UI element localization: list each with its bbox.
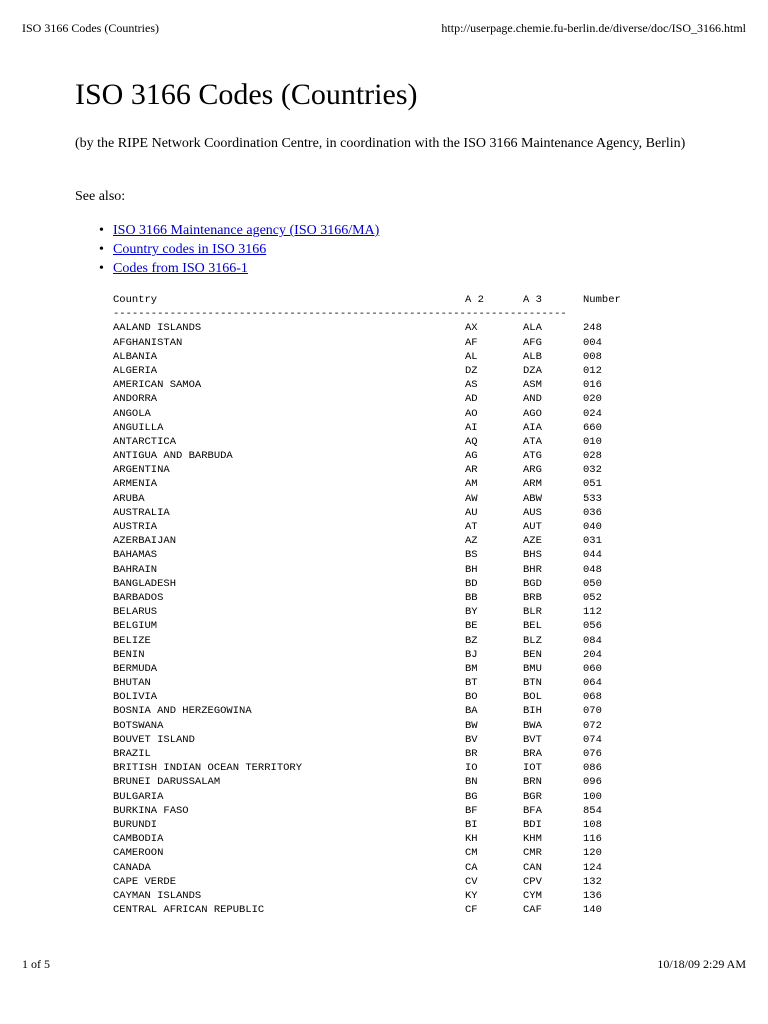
table-row [113, 648, 629, 662]
cell-number: 028 [583, 450, 602, 463]
cell-a3: ATG [523, 450, 542, 463]
cell-country: BHUTAN [113, 677, 151, 690]
cell-a2: BZ [465, 634, 478, 647]
cell-a3: BVT [523, 733, 542, 746]
cell-country: CAPE VERDE [113, 875, 177, 888]
cell-a2: AS [465, 379, 478, 392]
cell-a2: AG [465, 450, 478, 463]
see-also-links [75, 221, 379, 278]
cell-number: 048 [583, 563, 602, 576]
cell-number: 050 [583, 577, 602, 590]
cell-a3: BHS [523, 549, 542, 562]
table-header-row [113, 293, 629, 307]
code-table [113, 293, 629, 917]
cell-a3: BEN [523, 648, 542, 661]
cell-a2: BO [465, 691, 478, 704]
cell-a3: BDI [523, 818, 542, 831]
cell-country: ARMENIA [113, 478, 158, 491]
cell-a2: CV [465, 875, 478, 888]
table-row [113, 463, 629, 477]
cell-number: 132 [583, 875, 602, 888]
table-row [113, 591, 629, 605]
table-row [113, 548, 629, 562]
cell-a3: KHM [523, 833, 542, 846]
cell-a3: BOL [523, 691, 542, 704]
cell-a2: BD [465, 577, 478, 590]
cell-country: CAYMAN ISLANDS [113, 889, 202, 902]
table-row [113, 364, 629, 378]
cell-a3: BFA [523, 804, 542, 817]
cell-a3: BLR [523, 606, 542, 619]
cell-number: 120 [583, 847, 602, 860]
cell-number: 096 [583, 776, 602, 789]
cell-a2: CM [465, 847, 478, 860]
cell-a3: ARG [523, 464, 542, 477]
cell-number: 008 [583, 350, 602, 363]
cell-country: BAHRAIN [113, 563, 158, 576]
cell-a3: BWA [523, 719, 542, 732]
cell-number: 044 [583, 549, 602, 562]
cell-country: BOTSWANA [113, 719, 164, 732]
cell-number: 040 [583, 521, 602, 533]
table-row [113, 818, 629, 832]
cell-number: 248 [583, 322, 602, 335]
cell-a3: BMU [523, 662, 542, 675]
cell-number: 112 [583, 606, 602, 619]
cell-a3: CAN [523, 861, 542, 874]
table-row [113, 832, 629, 846]
intro-text: (by the RIPE Network Coordination Centre, in coordination with the ISO 3166 Maintenance Agency, Berlin) [75, 136, 686, 151]
cell-a3: BEL [523, 620, 542, 633]
cell-a3: AUS [523, 506, 542, 519]
cell-a3: BRA [523, 748, 542, 760]
print-header-title: ISO 3166 Codes (Countries) [22, 21, 159, 35]
cell-number: 116 [583, 833, 602, 846]
cell-a2: AL [465, 350, 478, 363]
link-codes-iso-3166-1[interactable]: Codes from ISO 3166-1 [113, 261, 248, 276]
cell-a3: ATA [523, 435, 542, 448]
cell-number: 100 [583, 790, 602, 803]
cell-a2: BA [465, 705, 478, 718]
cell-a2: AW [465, 492, 478, 505]
cell-number: 020 [583, 393, 602, 406]
cell-a2: CF [465, 904, 478, 917]
table-row [113, 662, 629, 676]
cell-country: ANGOLA [113, 407, 151, 420]
page-title: ISO 3166 Codes (Countries) [75, 78, 418, 111]
cell-a3: ASM [523, 379, 542, 392]
cell-country: AALAND ISLANDS [113, 322, 202, 335]
cell-country: CENTRAL AFRICAN REPUBLIC [113, 904, 265, 917]
table-row [113, 704, 629, 718]
cell-a3: AUT [523, 521, 542, 533]
cell-a3: BLZ [523, 634, 542, 647]
cell-a3: CYM [523, 889, 542, 902]
cell-number: 108 [583, 818, 602, 831]
cell-a2: BJ [465, 648, 478, 661]
link-item [75, 221, 379, 240]
cell-country: BURUNDI [113, 818, 158, 831]
cell-a2: IO [465, 762, 478, 775]
cell-country: ANGUILLA [113, 421, 164, 434]
print-footer-page: 1 of 5 [22, 957, 50, 971]
cell-a2: BY [465, 606, 478, 619]
table-row [113, 889, 629, 903]
cell-country: BURKINA FASO [113, 804, 189, 817]
table-row [113, 804, 629, 818]
print-header-url: http://userpage.chemie.fu-berlin.de/diverse/doc/ISO_3166.html [441, 21, 746, 35]
table-row [113, 336, 629, 350]
table-row [113, 506, 629, 520]
cell-number: 032 [583, 464, 602, 477]
cell-a3: DZA [523, 364, 542, 377]
cell-a2: BS [465, 549, 478, 562]
cell-country: BELGIUM [113, 620, 158, 633]
cell-number: 010 [583, 435, 602, 448]
print-footer-datetime: 10/18/09 2:29 AM [657, 957, 746, 971]
cell-a3: ARM [523, 478, 542, 491]
table-row [113, 761, 629, 775]
table-row [113, 790, 629, 804]
cell-number: 024 [583, 407, 602, 420]
cell-number: 660 [583, 421, 602, 434]
cell-country: BELIZE [113, 634, 151, 647]
cell-country: ANTARCTICA [113, 435, 177, 448]
cell-country: BELARUS [113, 606, 158, 619]
cell-country: ALGERIA [113, 364, 158, 377]
cell-a3: BRB [523, 591, 542, 604]
table-row [113, 435, 629, 449]
table-row [113, 520, 629, 534]
cell-a3: BHR [523, 563, 542, 576]
cell-number: 052 [583, 591, 602, 604]
cell-a3: AIA [523, 421, 542, 434]
cell-a2: BB [465, 591, 478, 604]
cell-number: 004 [583, 336, 602, 349]
cell-number: 074 [583, 733, 602, 746]
cell-a2: AQ [465, 435, 478, 448]
table-row [113, 477, 629, 491]
cell-a2: KH [465, 833, 478, 846]
cell-number: 036 [583, 506, 602, 519]
bullet-icon: • [99, 223, 104, 238]
cell-country: AZERBAIJAN [113, 535, 177, 548]
cell-country: ANDORRA [113, 393, 158, 406]
header-country: Country [113, 294, 158, 306]
table-row [113, 407, 629, 421]
cell-country: BRAZIL [113, 748, 151, 760]
header-a2: A 2 [465, 294, 484, 306]
cell-a2: AF [465, 336, 478, 349]
cell-country: ALBANIA [113, 350, 158, 363]
cell-country: BRITISH INDIAN OCEAN TERRITORY [113, 762, 303, 775]
cell-a2: BM [465, 662, 478, 675]
cell-a2: BF [465, 804, 478, 817]
cell-number: 031 [583, 535, 602, 548]
table-row [113, 747, 629, 761]
cell-number: 204 [583, 648, 602, 661]
cell-number: 076 [583, 748, 602, 760]
cell-a2: BG [465, 790, 478, 803]
table-row [113, 634, 629, 648]
table-row [113, 392, 629, 406]
table-row [113, 492, 629, 506]
cell-a2: AU [465, 506, 478, 519]
cell-number: 064 [583, 677, 602, 690]
cell-a3: CPV [523, 875, 542, 888]
cell-a3: BGR [523, 790, 542, 803]
cell-number: 136 [583, 889, 602, 902]
cell-country: AMERICAN SAMOA [113, 379, 202, 392]
table-row [113, 690, 629, 704]
table-row [113, 563, 629, 577]
cell-country: BANGLADESH [113, 577, 177, 590]
cell-a2: AO [465, 407, 478, 420]
cell-country: AUSTRALIA [113, 506, 170, 519]
cell-a3: ABW [523, 492, 542, 505]
cell-number: 072 [583, 719, 602, 732]
cell-a3: BRN [523, 776, 542, 789]
cell-country: AFGHANISTAN [113, 336, 183, 349]
link-country-codes[interactable]: Country codes in ISO 3166 [113, 242, 267, 257]
cell-number: 068 [583, 691, 602, 704]
cell-a2: BW [465, 719, 478, 732]
cell-number: 016 [583, 379, 602, 392]
cell-a2: AX [465, 322, 478, 335]
cell-a3: AND [523, 393, 542, 406]
cell-country: BRUNEI DARUSSALAM [113, 776, 221, 789]
cell-a2: BE [465, 620, 478, 633]
cell-number: 084 [583, 634, 602, 647]
cell-a3: AGO [523, 407, 542, 420]
cell-country: BERMUDA [113, 662, 158, 675]
cell-a2: BH [465, 563, 478, 576]
cell-country: CAMEROON [113, 847, 164, 860]
bullet-icon: • [99, 242, 104, 257]
cell-a2: BT [465, 677, 478, 690]
table-row [113, 534, 629, 548]
cell-number: 070 [583, 705, 602, 718]
cell-a2: AZ [465, 535, 478, 548]
table-row [113, 775, 629, 789]
cell-number: 854 [583, 804, 602, 817]
table-row [113, 875, 629, 889]
cell-a2: KY [465, 889, 478, 902]
cell-number: 051 [583, 478, 602, 491]
cell-country: BARBADOS [113, 591, 164, 604]
header-a3: A 3 [523, 294, 542, 306]
cell-number: 140 [583, 904, 602, 917]
table-row [113, 605, 629, 619]
cell-a2: DZ [465, 364, 478, 377]
cell-number: 056 [583, 620, 602, 633]
cell-a3: BTN [523, 677, 542, 690]
table-row [113, 719, 629, 733]
cell-a2: AT [465, 521, 478, 533]
see-also-label: See also: [75, 189, 126, 204]
table-separator: ------------------------------------------------------------------------ [113, 308, 567, 321]
cell-a3: ALB [523, 350, 542, 363]
cell-country: BOSNIA AND HERZEGOWINA [113, 705, 252, 718]
cell-country: BOLIVIA [113, 691, 158, 704]
cell-number: 012 [583, 364, 602, 377]
cell-a2: AI [465, 421, 478, 434]
table-row [113, 619, 629, 633]
cell-a3: BIH [523, 705, 542, 718]
table-row [113, 321, 629, 335]
table-row [113, 449, 629, 463]
cell-a2: BV [465, 733, 478, 746]
cell-country: ARUBA [113, 492, 145, 505]
cell-a2: AM [465, 478, 478, 491]
table-row [113, 350, 629, 364]
table-row [113, 903, 629, 917]
table-row [113, 676, 629, 690]
cell-number: 060 [583, 662, 602, 675]
cell-number: 086 [583, 762, 602, 775]
table-row [113, 846, 629, 860]
link-item [75, 240, 379, 259]
cell-a2: AD [465, 393, 478, 406]
cell-a3: IOT [523, 762, 542, 775]
cell-a2: BR [465, 748, 478, 760]
cell-a2: BI [465, 818, 478, 831]
table-row [113, 378, 629, 392]
bullet-icon: • [99, 261, 104, 276]
cell-a3: CAF [523, 904, 542, 917]
cell-a2: BN [465, 776, 478, 789]
cell-country: BULGARIA [113, 790, 164, 803]
cell-country: CAMBODIA [113, 833, 164, 846]
link-iso-3166-maintenance-agency[interactable]: ISO 3166 Maintenance agency (ISO 3166/MA) [113, 223, 380, 238]
table-row [113, 577, 629, 591]
cell-country: BOUVET ISLAND [113, 733, 195, 746]
cell-country: AUSTRIA [113, 521, 158, 533]
link-item [75, 259, 379, 278]
table-body [113, 321, 629, 917]
cell-country: ARGENTINA [113, 464, 170, 477]
header-number: Number [583, 294, 621, 306]
cell-country: BENIN [113, 648, 145, 661]
cell-country: CANADA [113, 861, 151, 874]
cell-number: 124 [583, 861, 602, 874]
cell-country: ANTIGUA AND BARBUDA [113, 450, 233, 463]
table-row [113, 421, 629, 435]
cell-a3: CMR [523, 847, 542, 860]
table-row [113, 733, 629, 747]
cell-a3: BGD [523, 577, 542, 590]
cell-a2: CA [465, 861, 478, 874]
table-row [113, 861, 629, 875]
cell-a3: AZE [523, 535, 542, 548]
cell-country: BAHAMAS [113, 549, 158, 562]
cell-number: 533 [583, 492, 602, 505]
cell-a3: AFG [523, 336, 542, 349]
cell-a2: AR [465, 464, 478, 477]
cell-a3: ALA [523, 322, 542, 335]
